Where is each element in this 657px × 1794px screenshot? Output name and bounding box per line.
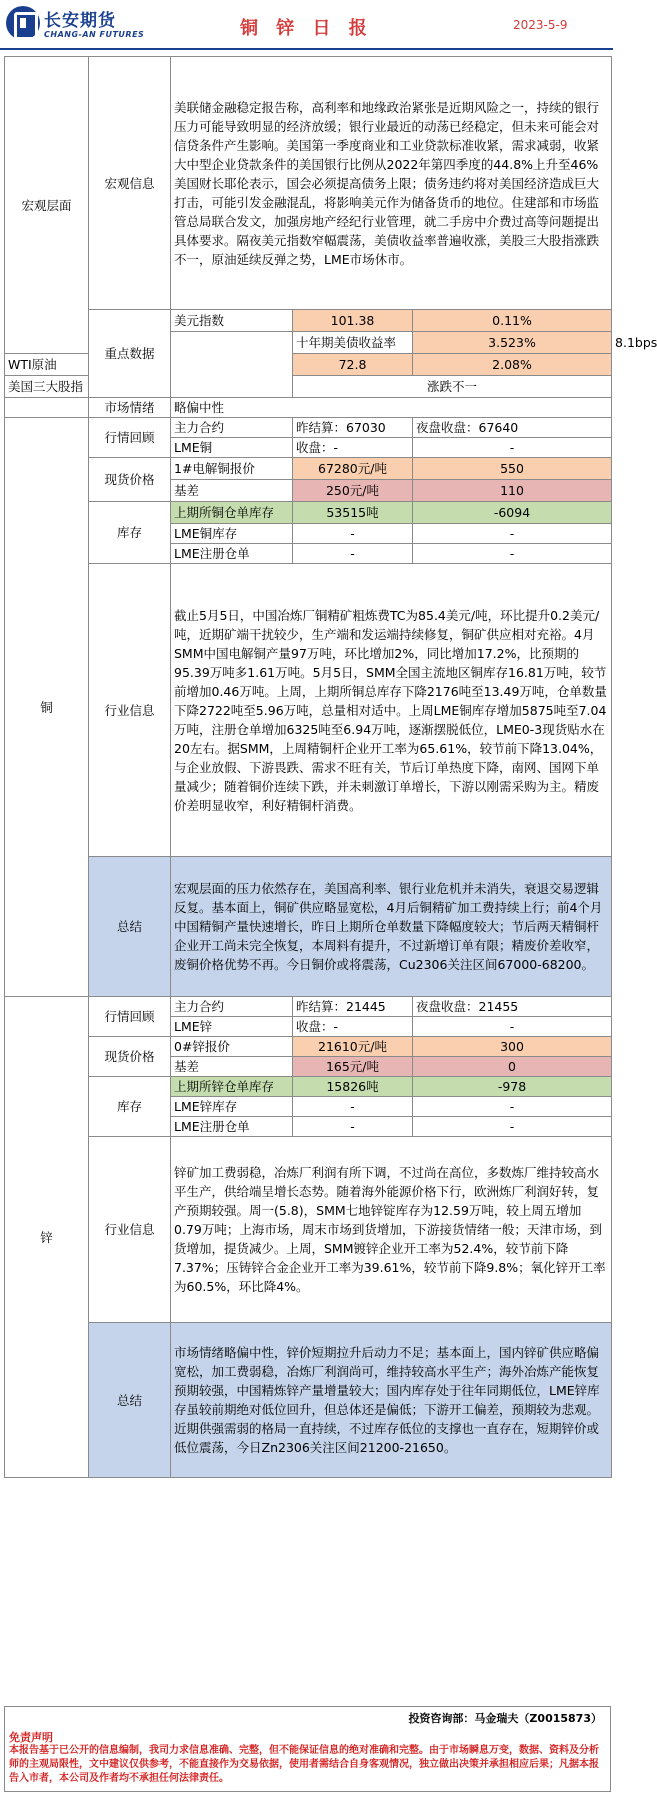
- zn-lme-reg-value: -: [293, 1117, 413, 1137]
- key-data-value: 3.523%: [413, 332, 612, 354]
- cu-lme-reg-value: -: [293, 544, 413, 564]
- cu-lme-stock-change: -: [413, 524, 612, 544]
- cu-spot-label: 现货价格: [89, 458, 171, 502]
- sentiment-value: 略偏中性: [171, 398, 612, 418]
- cu-summary-label: 总结: [89, 857, 171, 997]
- cu-shfe-stock-change: -6094: [413, 502, 612, 524]
- sentiment-label: 市场情绪: [89, 398, 171, 418]
- zn-settle: 昨结算：21445: [293, 997, 413, 1017]
- cu-lme-reg-change: -: [413, 544, 612, 564]
- key-data-name: 美国三大股指: [5, 376, 89, 398]
- cu-night-close: 夜盘收盘：67640: [413, 418, 612, 438]
- zn-summary-label: 总结: [89, 1323, 171, 1478]
- zn-night-close: 夜盘收盘：21455: [413, 997, 612, 1017]
- report-header: [0, 0, 613, 50]
- macro-info-label: 宏观信息: [89, 57, 171, 310]
- zn-summary-text: 市场情绪略偏中性，锌价短期拉升后动力不足；基本面上，国内锌矿供应略偏宽松，加工费弱稳，冶炼厂利润尚可，维持较高水平生产；海外冶炼产能恢复预期较强，中国精炼锌产量增量较大；国内库存处于往年同期低位，LME锌库存虽较前期绝对低位回升，但总体还是偏低；下游开工偏差，预期较为悲观。近期供强需弱的格局一直持续，不过库存低位的支撑也一直存在，短期锌价或低位震荡，今日Zn2306关注区间21200-21650。: [171, 1323, 612, 1478]
- cu-stock-row: [5, 502, 612, 524]
- sentiment-row: [5, 398, 612, 418]
- key-data-label: 重点数据: [89, 310, 171, 398]
- zn-spot-price: 21610元/吨: [293, 1037, 413, 1057]
- cu-spot-row: [5, 458, 612, 480]
- disclaimer-box: [4, 1706, 611, 1792]
- cu-stock-label: 库存: [89, 502, 171, 564]
- zn-review-label: 行情回顾: [89, 997, 171, 1037]
- zn-industry-text: 锌矿加工费弱稳，冶炼厂利润有所下调，不过尚在高位，多数炼厂维持较高水平生产，供给端呈增长态势。随着海外能源价格下行，欧洲炼厂利润好转，复产预期较强。周一(5.8)，SMM七地锌锭库存为12.59万吨，较上周五增加0.79万吨；上海市场，周末市场到货增加，下游接货情绪一般；天津市场，到货增加，提货减少。上周，SMM镀锌企业开工率为52.4%，较节前下降7.37%；压铸锌合金企业开工率为39.61%，较节前下降9.8%；氧化锌开工率为60.5%，环比降4%。: [171, 1137, 612, 1323]
- cu-shfe-stock-name: 上期所铜仓单库存: [171, 502, 293, 524]
- zn-section-label: 锌: [5, 997, 89, 1478]
- key-data-value: 101.38: [293, 310, 413, 332]
- key-data-value: 72.8: [293, 354, 413, 376]
- cu-review-label: 行情回顾: [89, 418, 171, 458]
- zn-summary-row: [5, 1323, 612, 1478]
- company-logo-icon: [6, 6, 40, 40]
- cu-summary-row: [5, 857, 612, 997]
- cu-basis-value: 250元/吨: [293, 480, 413, 502]
- macro-section-label: 宏观层面: [5, 57, 89, 354]
- zn-spot-change: 300: [413, 1037, 612, 1057]
- cu-spot-change: 550: [413, 458, 612, 480]
- cu-lme-stock-name: LME铜库存: [171, 524, 293, 544]
- analyst-credit: 投资咨询部：马金瑞夫（Z0015873）: [408, 1712, 602, 1725]
- report-table: [4, 56, 657, 1478]
- key-data-name: 十年期美债收益率: [293, 332, 413, 354]
- zn-lme-name: LME锌: [171, 1017, 293, 1037]
- cu-main-contract: 主力合约: [171, 418, 293, 438]
- cu-basis-change: 110: [413, 480, 612, 502]
- zn-shfe-stock-name: 上期所锌仓单库存: [171, 1077, 293, 1097]
- zn-lme-close: 收盘：-: [293, 1017, 413, 1037]
- zn-lme-stock-change: -: [413, 1097, 612, 1117]
- cu-settle: 昨结算：67030: [293, 418, 413, 438]
- cu-industry-row: [5, 564, 612, 857]
- cu-shfe-stock-value: 53515吨: [293, 502, 413, 524]
- report-title: 铜 锌 日 报: [240, 18, 373, 39]
- zn-stock-row: [5, 1077, 612, 1097]
- macro-section-continued: [171, 332, 293, 398]
- zn-lme-stock-name: LME锌库存: [171, 1097, 293, 1117]
- zn-review-row: [5, 997, 612, 1017]
- zn-spot-label: 现货价格: [89, 1037, 171, 1077]
- report-date: 2023-5-9: [513, 18, 568, 32]
- zn-lme-reg-change: -: [413, 1117, 612, 1137]
- key-data-value: 涨跌不一: [293, 376, 612, 398]
- key-data-name: WTI原油: [5, 354, 89, 376]
- zn-basis-change: 0: [413, 1057, 612, 1077]
- zn-stock-label: 库存: [89, 1077, 171, 1137]
- disclaimer-title: 免责声明: [9, 1731, 53, 1744]
- cu-section-label: 铜: [5, 418, 89, 997]
- key-data-change: 2.08%: [413, 354, 612, 376]
- key-data-name: 美元指数: [171, 310, 293, 332]
- cu-spot-name: 1#电解铜报价: [171, 458, 293, 480]
- zn-lme-reg-name: LME注册仓单: [171, 1117, 293, 1137]
- cu-lme-change: -: [413, 438, 612, 458]
- zn-spot-row: [5, 1037, 612, 1057]
- zn-shfe-stock-change: -978: [413, 1077, 612, 1097]
- cu-lme-reg-name: LME注册仓单: [171, 544, 293, 564]
- zn-lme-stock-value: -: [293, 1097, 413, 1117]
- cu-review-row: [5, 418, 612, 438]
- macro-info-row: [5, 57, 612, 310]
- company-name-cn: 长安期货: [44, 11, 116, 31]
- cu-industry-text: 截止5月5日，中国冶炼厂铜精矿粗炼费TC为85.4美元/吨，环比提升0.2美元/吨，近期矿端干扰较少，生产端和发运端持续修复，铜矿供应相对充裕。4月SMM中国电解铜产量97万吨，环比增加2%，同比增加17.2%，比预期的95.39万吨多1.61万吨。5月5日，SMM全国主流地区铜库存16.81万吨，较节前增加0.46万吨。上周，上期所铜总库存下降2176吨至13.49万吨，仓单数量下降2722吨至5.96万吨，总量相对适中。上周LME铜库存增加5875吨至7.04万吨，注册仓单增加6325吨至6.94万吨，逐渐摆脱低位，LME0-3现货贴水在20左右。据SMM，上周精铜杆企业开工率为65.61%，较节前下降13.04%，与企业放假、下游畏跌、需求不旺有关，节后订单热度下降，南网、国网下单量减少；随着铜价连续下跌，并未刺激订单增长，下游以刚需采购为主。精废价差明显收窄，利好精铜杆消费。: [171, 564, 612, 857]
- cu-lme-name: LME铜: [171, 438, 293, 458]
- key-data-row: [5, 310, 612, 332]
- company-name-en: CHANG-AN FUTURES: [44, 30, 145, 39]
- cu-spot-price: 67280元/吨: [293, 458, 413, 480]
- zn-lme-change: -: [413, 1017, 612, 1037]
- zn-main-contract: 主力合约: [171, 997, 293, 1017]
- key-data-row: 十年期美债收益率 3.523% 8.1bps: [5, 332, 612, 354]
- cu-basis-name: 基差: [171, 480, 293, 502]
- cu-lme-close: 收盘：-: [293, 438, 413, 458]
- zn-shfe-stock-value: 15826吨: [293, 1077, 413, 1097]
- zn-industry-label: 行业信息: [89, 1137, 171, 1323]
- zn-basis-value: 165元/吨: [293, 1057, 413, 1077]
- zn-basis-name: 基差: [171, 1057, 293, 1077]
- cu-industry-label: 行业信息: [89, 564, 171, 857]
- macro-info-text: 美联储金融稳定报告称，高利率和地缘政治紧张是近期风险之一，持续的银行压力可能导致明显的经济放缓；银行业最近的动荡已经稳定，但未来可能会对信贷条件产生影响。美国第一季度商业和工业贷款标准收紧，需求减弱，收紧大中型企业贷款条件的美国银行比例从2022年第四季度的44.8%上升至46%美国财长耶伦表示，国会必须提高债务上限；债务违约将对美国经济造成巨大打击，可能引发金融混乱，将影响美元作为储备货币的地位。住建部和市场监管总局联合发文，加强房地产经纪行业管理，就二手房中介费过高等问题提出具体要求。隔夜美元指数窄幅震荡，美债收益率普遍收涨，美股三大股指涨跌不一，原油延续反弹之势，LME市场休市。: [171, 57, 612, 310]
- key-data-change: 0.11%: [413, 310, 612, 332]
- zn-spot-name: 0#锌报价: [171, 1037, 293, 1057]
- zn-industry-row: [5, 1137, 612, 1323]
- cu-summary-text: 宏观层面的压力依然存在，美国高利率、银行业危机并未消失，衰退交易逻辑反复。基本面上，铜矿供应略显宽松，4月后铜精矿加工费持续上行；前4个月中国精铜产量快速增长，昨日上期所仓单数量下降幅度较大；节后两天精铜杆企业开工尚未完全恢复，本周料有提升，不过新增订单有限；精废价差收窄，废铜价格优势不再。今日铜价或将震荡，Cu2306关注区间67000-68200。: [171, 857, 612, 997]
- disclaimer-text: 本报告基于已公开的信息编制，我司力求信息准确、完整，但不能保证信息的绝对准确和完整。由于市场瞬息万变，数据、资料及分析师的主观局限性，文中建议仅供参考，不能直接作为交易依据，使用者需结合自身客观情况，独立做出决策并承担相应后果；凡据本报告入市者，本公司及作者均不承担任何法律责任。: [9, 1745, 599, 1784]
- cu-lme-stock-value: -: [293, 524, 413, 544]
- sentiment-section-spacer: [5, 398, 89, 418]
